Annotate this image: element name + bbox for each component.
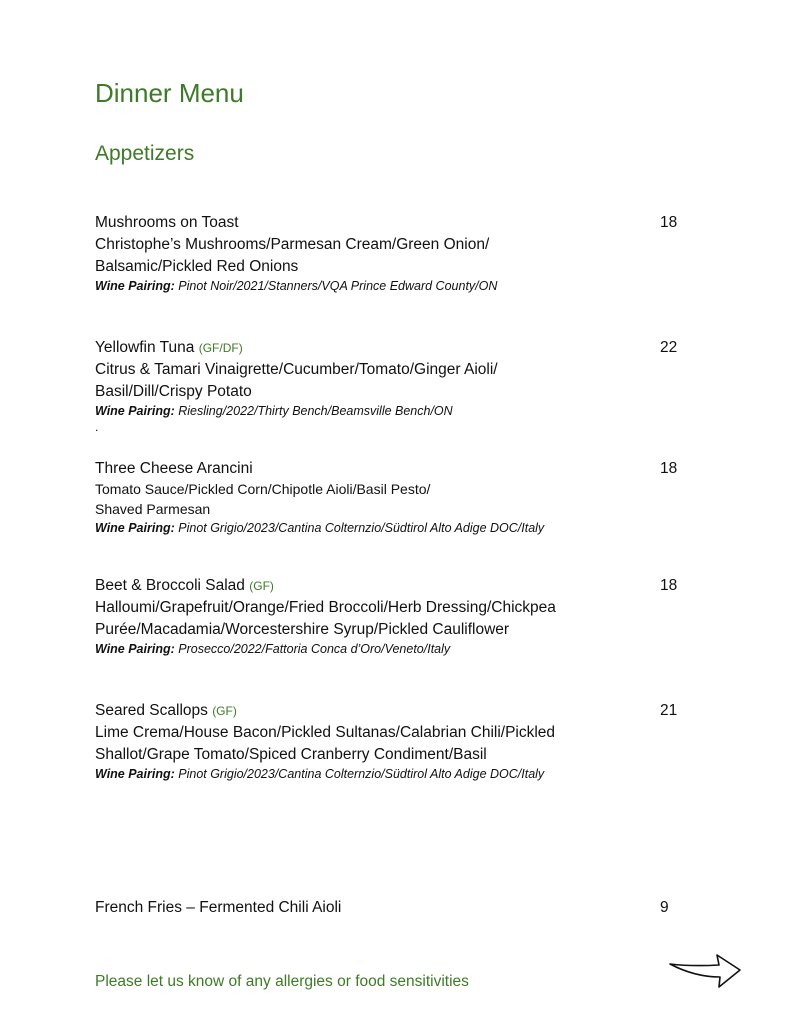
item-description-line: Citrus & Tamari Vinaigrette/Cucumber/Tomato/Ginger Aioli/ xyxy=(95,361,498,378)
item-name: Seared Scallops xyxy=(95,702,208,719)
wine-pairing-value: Prosecco/2022/Fattoria Conca d’Oro/Veneto/Italy xyxy=(178,642,451,656)
item-description-line: Purée/Macadamia/Worcestershire Syrup/Pickled Cauliflower xyxy=(95,620,510,638)
item-name: Mushrooms on Toast xyxy=(95,214,239,231)
wine-pairing-value: Pinot Grigio/2023/Cantina Colternzio/Südtirol Alto Adige DOC/Italy xyxy=(178,767,545,781)
section-title-appetizers: Appetizers xyxy=(95,142,195,165)
item-description-line: Tomato Sauce/Pickled Corn/Chipotle Aioli/Basil Pesto/ xyxy=(95,481,431,497)
wine-pairing-label: Wine Pairing: xyxy=(95,642,175,656)
item-price: 18 xyxy=(660,460,678,477)
dietary-tag: (GF) xyxy=(249,579,274,593)
menu-item-french-fries xyxy=(95,897,695,919)
wine-pairing xyxy=(95,277,695,295)
allergy-notice: Please let us know of any allergies or food sensitivities xyxy=(95,973,469,990)
wine-pairing xyxy=(95,765,695,783)
item-price: 18 xyxy=(660,214,678,231)
item-header xyxy=(95,575,695,597)
item-price: 9 xyxy=(660,899,669,916)
item-header xyxy=(95,212,695,234)
item-name: Yellowfin Tuna xyxy=(95,339,195,356)
item-header xyxy=(95,337,695,359)
stray-period: . xyxy=(95,420,99,434)
item-name: Three Cheese Arancini xyxy=(95,460,253,477)
right-arrow-icon[interactable] xyxy=(667,950,743,990)
wine-pairing xyxy=(95,402,695,420)
page-title: Dinner Menu xyxy=(95,78,244,108)
wine-pairing-value: Pinot Grigio/2023/Cantina Colternzio/Südtirol Alto Adige DOC/Italy xyxy=(178,521,545,535)
wine-pairing-label: Wine Pairing: xyxy=(95,404,175,418)
wine-pairing xyxy=(95,640,695,658)
item-header xyxy=(95,458,695,480)
dietary-tag: (GF/DF) xyxy=(198,341,243,355)
item-price: 18 xyxy=(660,577,678,594)
wine-pairing xyxy=(95,519,695,537)
dietary-tag: (GF) xyxy=(212,704,237,718)
item-description-line: Halloumi/Grapefruit/Orange/Fried Broccoli/Herb Dressing/Chickpea xyxy=(95,599,556,616)
item-description-line: Balsamic/Pickled Red Onions xyxy=(95,257,299,275)
menu-item-seared-scallops xyxy=(95,700,695,783)
menu-item-three-cheese-arancini xyxy=(95,458,695,537)
menu-item-yellowfin-tuna xyxy=(95,337,695,434)
wine-pairing-label: Wine Pairing: xyxy=(95,279,175,293)
item-description-line: Shallot/Grape Tomato/Spiced Cranberry Condiment/Basil xyxy=(95,745,487,763)
item-price: 21 xyxy=(660,702,678,719)
item-description: Fermented Chili Aioli xyxy=(199,899,342,916)
wine-pairing-label: Wine Pairing: xyxy=(95,767,175,781)
wine-pairing-label: Wine Pairing: xyxy=(95,521,175,535)
item-description-line: Lime Crema/House Bacon/Pickled Sultanas/Calabrian Chili/Pickled xyxy=(95,724,556,741)
item-description-line: Basil/Dill/Crispy Potato xyxy=(95,382,252,400)
item-header xyxy=(95,700,695,722)
item-name: French Fries – xyxy=(95,899,195,916)
menu-item-beet-broccoli-salad xyxy=(95,575,695,658)
menu-item-mushrooms-on-toast xyxy=(95,212,695,295)
wine-pairing-value: Riesling/2022/Thirty Bench/Beamsville Bench/ON xyxy=(178,404,453,418)
wine-pairing-value: Pinot Noir/2021/Stanners/VQA Prince Edward County/ON xyxy=(178,279,498,293)
item-price: 22 xyxy=(660,339,678,356)
item-description-line: Christophe’s Mushrooms/Parmesan Cream/Green Onion/ xyxy=(95,236,490,253)
item-description-line: Shaved Parmesan xyxy=(95,500,211,517)
item-name: Beet & Broccoli Salad xyxy=(95,577,245,594)
